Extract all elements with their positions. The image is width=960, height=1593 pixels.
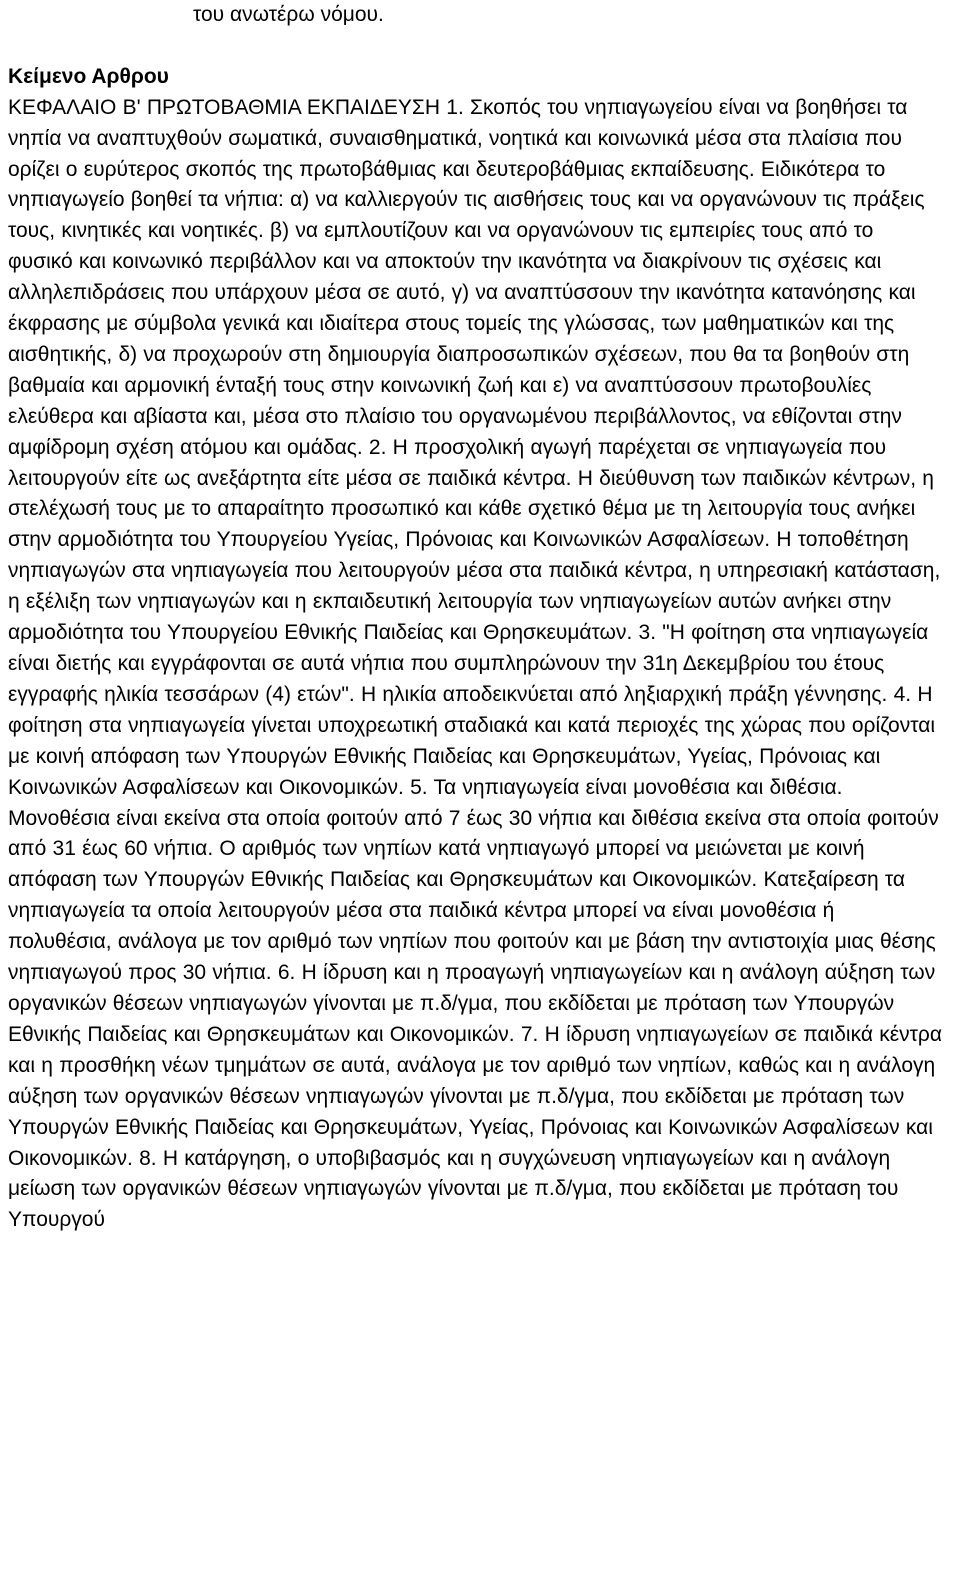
article-body: ΚΕΦΑΛΑΙΟ Β' ΠΡΩΤΟΒΑΘΜΙΑ ΕΚΠΑΙΔΕΥΣΗ 1. Σκοπός του νηπιαγωγείου είναι να βοηθήσει τα νηπία να αναπτυχθούν σωματικά, συναισθηματικά, νοητικά και κοινωνικά μέσα στα πλαίσια που ορίζει ο ευρύτερος σκοπός της πρωτοβάθμιας και δευτεροβάθμιας εκπαίδευσης. Ειδικότερα το νηπιαγωγείο βοηθεί τα νήπια: α) να καλλιεργούν τις αισθήσεις τους και να οργανώνουν τις πράξεις τους, κινητικές και νοητικές. β) να εμπλουτίζουν και να οργανώνουν τις εμπειρίες τους από το φυσικό και κοινωνικό περιβάλλον και να αποκτούν την ικανότητα να διακρίνουν τις σχέσεις και αλληλεπιδράσεις που υπάρχουν μέσα σε αυτό, γ) να αναπτύσσουν την ικανότητα κατανόησης και έκφρασης με σύμβολα γενικά και ιδιαίτερα στους τομείς της γλώσσας, των μαθηματικών και της αισθητικής, δ) να προχωρούν στη δημιουργία διαπροσωπικών σχέσεων, που θα τα βοηθούν στη βαθμαία και αρμονική ένταξή τους στην κοινωνική ζωή και ε) να αναπτύσσουν πρωτοβουλίες ελεύθερα και αβίαστα και, μέσα στο πλαίσιο του οργανωμένου περιβάλλοντος, να εθίζονται στην αμφίδρομη σχέση ατόμου και ομάδας. 2. Η προσχολική αγωγή παρέχεται σε νηπιαγωγεία που λειτουργούν είτε ως ανεξάρτητα είτε μέσα σε παιδικά κέντρα. Η διεύθυνση των παιδικών κέντρων, η στελέχωσή τους με το απαραίτητο προσωπικό και κάθε σχετικό θέμα με τη λειτουργία τους ανήκει στην αρμοδιότητα του Υπουργείου Υγείας, Πρόνοιας και Κοινωνικών Ασφαλίσεων. Η τοποθέτηση νηπιαγωγών στα νηπιαγωγεία που λειτουργούν μέσα στα παιδικά κέντρα, η υπηρεσιακή κατάσταση, η εξέλιξη των νηπιαγωγών και η εκπαιδευτική λειτουργία των νηπιαγωγείων αυτών ανήκει στην αρμοδιότητα του Υπουργείου Εθνικής Παιδείας και Θρησκευμάτων. 3. "Η φοίτηση στα νηπιαγωγεία είναι διετής και εγγράφονται σε αυτά νήπια που συμπληρώνουν την 31η Δεκεμβρίου του έτους εγγραφής ηλικία τεσσάρων (4) ετών". Η ηλικία αποδεικνύεται από ληξιαρχική πράξη γέννησης. 4. Η φοίτηση στα νηπιαγωγεία γίνεται υποχρεωτική σταδιακά και κατά περιοχές της χώρας που ορίζονται με κοινή απόφαση των Υπουργών Εθνικής Παιδείας και Θρησκευμάτων, Υγείας, Πρόνοιας και Κοινωνικών Ασφαλίσεων και Οικονομικών. 5. Τα νηπιαγωγεία είναι μονοθέσια και διθέσια. Μονοθέσια είναι εκείνα στα οποία φοιτούν από 7 έως 30 νήπια και διθέσια εκείνα στα οποία φοιτούν από 31 έως 60 νήπια. Ο αριθμός των νηπίων κατά νηπιαγωγό μπορεί να μειώνεται με κοινή απόφαση των Υπουργών Εθνικής Παιδείας και Θρησκευμάτων και Οικονομικών. Κατεξαίρεση τα νηπιαγωγεία τα οποία λειτουργούν μέσα στα παιδικά κέντρα μπορεί να είναι μονοθέσια ή πολυθέσια, ανάλογα με τον αριθμό των νηπίων που φοιτούν και με βάση την αντιστοιχία μιας θέσης νηπιαγωγού προς 30 νήπια. 6. Η ίδρυση και η προαγωγή νηπιαγωγείων και η ανάλογη αύξηση των οργανικών θέσεων νηπιαγωγών γίνονται με π.δ/γμα, που εκδίδεται με πρόταση των Υπουργών Εθνικής Παιδείας και Θρησκευμάτων και Οικονομικών. 7. Η ίδρυση νηπιαγωγείων σε παιδικά κέντρα και η προσθήκη νέων τμημάτων σε αυτά, ανάλογα με τον αριθμό των νηπίων, καθώς και η ανάλογη αύξηση των οργανικών θέσεων νηπιαγωγών γίνονται με π.δ/γμα, που εκδίδεται με πρόταση των Υπουργών Εθνικής Παιδείας και Θρησκευμάτων, Υγείας, Πρόνοιας και Κοινωνικών Ασφαλίσεων και Οικονομικών. 8. Η κατάργηση, ο υποβιβασμός και η συγχώνευση νηπιαγωγείων και η ανάλογη μείωση των οργανικών θέσεων νηπιαγωγών γίνονται με π.δ/γμα, που εκδίδεται με πρόταση του Υπουργού [8,95,942,1232]
document-page [8,0,943,1236]
continuation-line: του ανωτέρω νόμου. [193,3,384,26]
blank-line [8,31,943,62]
article-heading: Κείμενο Αρθρου [8,64,169,88]
